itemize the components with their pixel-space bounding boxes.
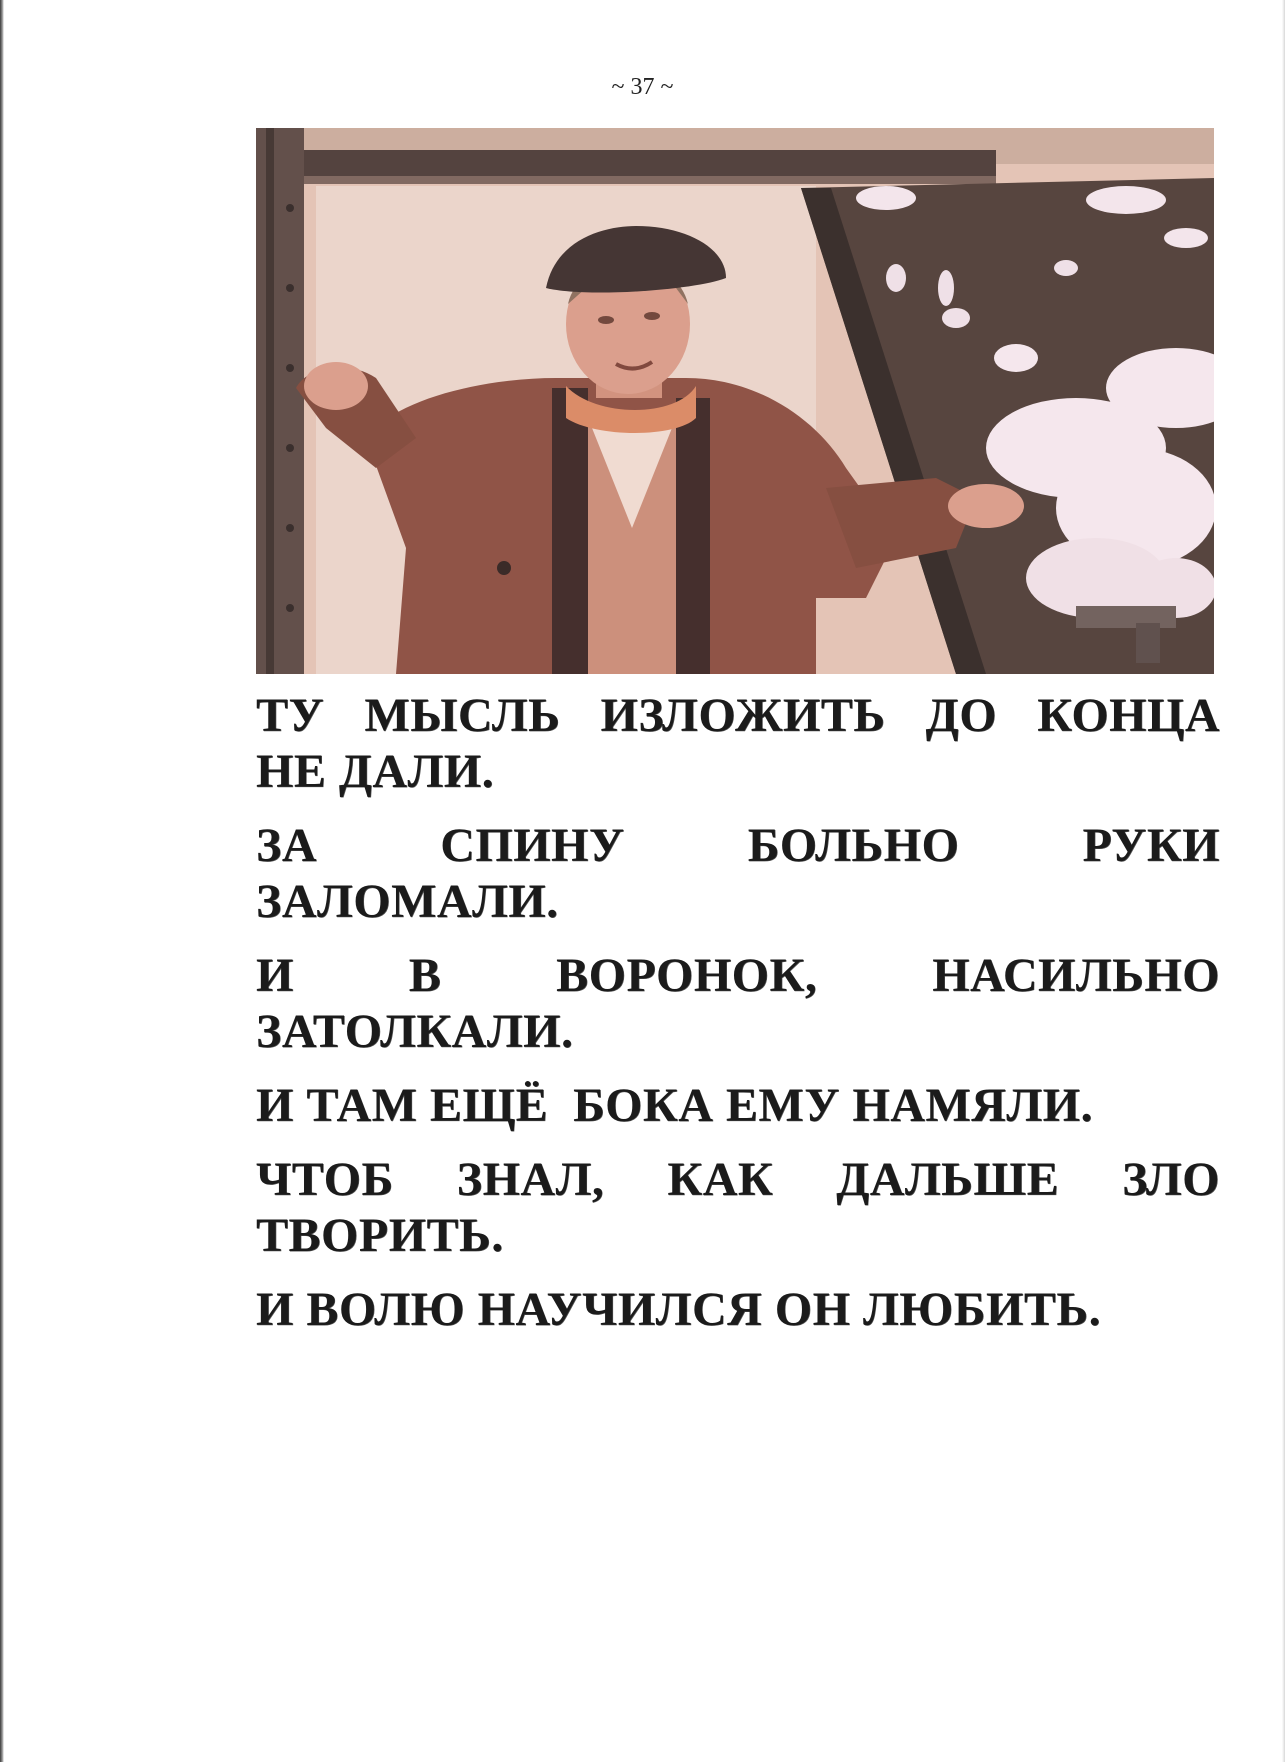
photo-illustration — [256, 128, 1214, 674]
poem-line: НЕ ДАЛИ. — [256, 745, 495, 798]
stanza-5 — [256, 1152, 1220, 1264]
poem-line: И ТАМ ЕЩЁ БОКА ЕМУ НАМЯЛИ. — [256, 1079, 1093, 1132]
poem-line: ЗАТОЛКАЛИ. — [256, 1005, 574, 1058]
poem-line: ТВОРИТЬ. — [256, 1209, 504, 1262]
poem-line: ЗАЛОМАЛИ. — [256, 875, 559, 928]
poem-line: И В ВОРОНОК, НАСИЛЬНО — [256, 949, 1220, 1002]
stanza-4 — [256, 1078, 1220, 1134]
poem-line: ЗА СПИНУ БОЛЬНО РУКИ — [256, 819, 1220, 872]
poem-text — [256, 688, 1220, 1356]
scan-edge-left — [0, 0, 4, 1762]
poem-line: ТУ МЫСЛЬ ИЗЛОЖИТЬ ДО КОНЦА — [256, 689, 1220, 742]
poem-line: И ВОЛЮ НАУЧИЛСЯ ОН ЛЮБИТЬ. — [256, 1283, 1102, 1336]
stanza-1 — [256, 688, 1220, 800]
poem-line: ЧТОБ ЗНАЛ, КАК ДАЛЬШЕ ЗЛО — [256, 1153, 1220, 1206]
stanza-3 — [256, 948, 1220, 1060]
page-number: ~ 37 ~ — [611, 74, 674, 100]
stanza-2 — [256, 818, 1220, 930]
stanza-6 — [256, 1282, 1220, 1338]
